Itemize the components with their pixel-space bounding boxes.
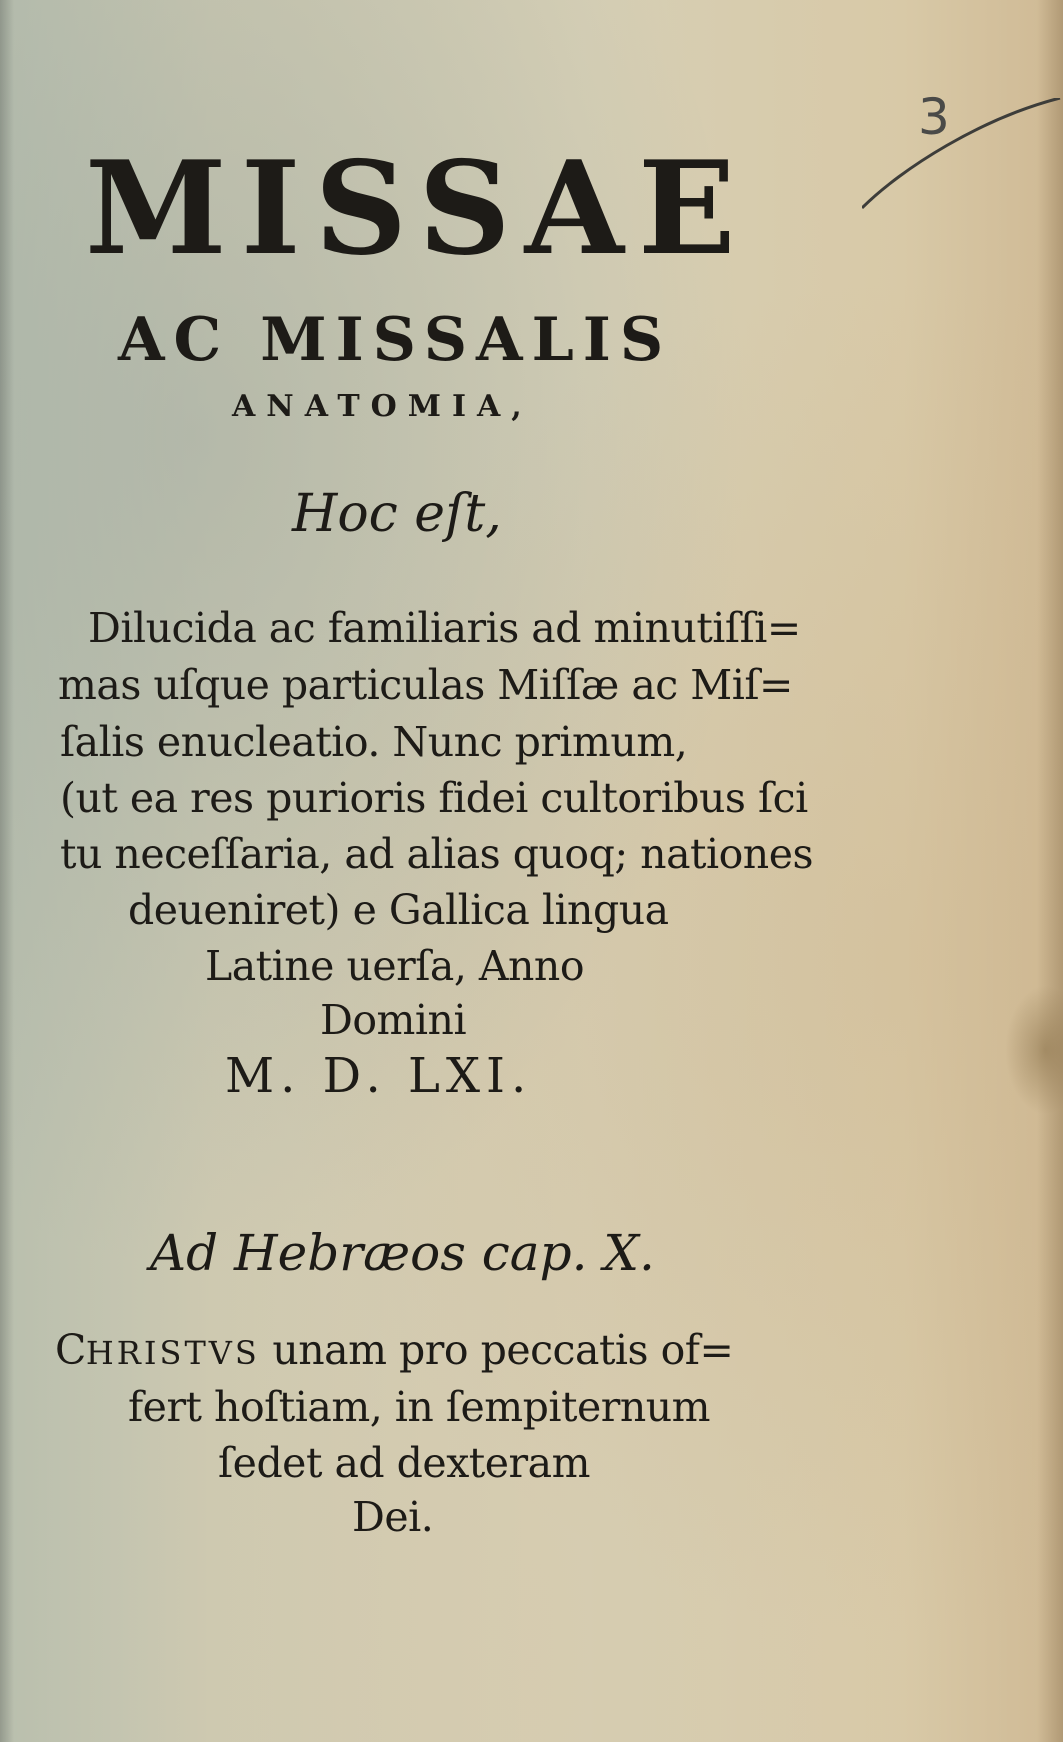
description-line-5: tu neceſſaria, ad alias quoq; nationes xyxy=(60,830,813,878)
verse-line-3: ſedet ad dexteram xyxy=(218,1439,590,1487)
page-shadow-right xyxy=(1037,0,1063,1742)
pencil-mark-icon xyxy=(862,98,1062,218)
description-line-6: deueniret) e Gallica lingua xyxy=(128,886,669,934)
title-line-1: MISSAE xyxy=(85,134,750,284)
page-number: 3 xyxy=(918,88,950,146)
verse-line-1 xyxy=(55,1326,734,1374)
description-line-4: (ut ea res purioris fidei cultoribus ſci xyxy=(60,774,808,822)
title-line-3: ANATOMIA, xyxy=(232,389,533,424)
verse-line-1-rest: unam pro peccatis of= xyxy=(259,1326,734,1374)
description-line-3: ſalis enucleatio. Nunc primum, xyxy=(60,718,688,766)
title-line-2: AC MISSALIS xyxy=(118,305,673,375)
verse-initial: C xyxy=(55,1326,86,1374)
description-line-1: Dilucida ac familiaris ad minutiſſi= xyxy=(88,604,801,652)
publication-year: M. D. LXI. xyxy=(225,1048,533,1104)
scripture-reference: Ad Hebræos cap. X. xyxy=(150,1224,655,1282)
paper-stain xyxy=(1005,985,1063,1115)
description-line-8: Domini xyxy=(320,996,467,1044)
verse-smallcaps: HRISTVS xyxy=(85,1334,260,1372)
description-line-2: mas uſque particulas Miſſæ ac Miſ= xyxy=(58,661,793,709)
verse-line-2: fert hoſtiam, in ſempiternum xyxy=(128,1383,711,1431)
page-shadow-left xyxy=(0,0,14,1742)
subtitle: Hoc eſt, xyxy=(292,484,502,544)
description-line-7: Latine uerſa, Anno xyxy=(205,942,585,990)
verse-line-4: Dei. xyxy=(352,1493,434,1541)
